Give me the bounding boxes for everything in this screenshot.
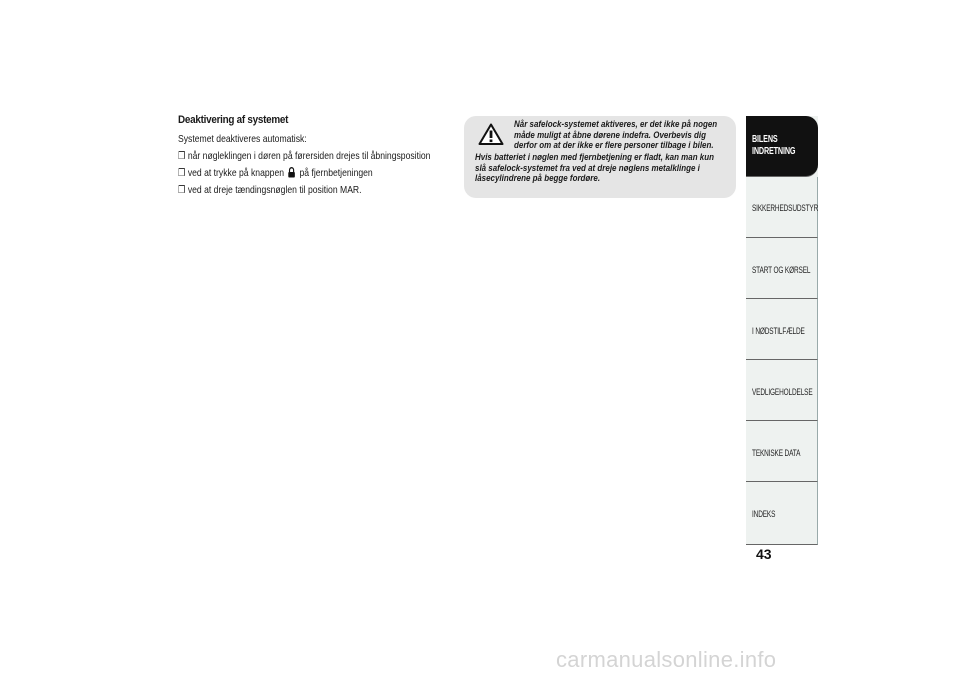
list-item xyxy=(178,148,431,165)
bullet-text: når nøgleklingen i døren på førersiden drejes til åbningsposition xyxy=(187,150,431,162)
warning-line: derfor om at der ikke er flere personer tilbage i bilen. xyxy=(514,140,714,151)
warning-line: Hvis batteriet i nøglen med fjernbetjening er fladt, kan man kun xyxy=(475,152,715,163)
list-item xyxy=(178,182,404,199)
bullet-mark: ❒ xyxy=(178,151,186,162)
tab-bilens-indretning[interactable] xyxy=(746,116,818,177)
tab-label: TEKNISKE DATA xyxy=(752,448,801,458)
chapter-tabs xyxy=(746,116,818,545)
warning-line: slå safelock-systemet fra ved at dreje nøglens metalklinge i xyxy=(475,162,700,174)
tab-start-og-korsel[interactable] xyxy=(746,238,818,299)
lock-icon xyxy=(288,167,295,178)
bullet-mark: ❒ xyxy=(178,185,186,196)
bullet-text: på fjernbetjeningen xyxy=(299,167,373,179)
tab-indeks[interactable] xyxy=(746,482,818,545)
tab-label-line: INDRETNING xyxy=(752,146,796,157)
tab-label: START OG KØRSEL xyxy=(752,265,811,275)
warning-triangle-icon xyxy=(478,123,504,145)
tab-label xyxy=(752,134,795,158)
warning-text-lead xyxy=(514,120,717,152)
tab-tekniske-data[interactable] xyxy=(746,421,818,482)
tab-label: I NØDSTILFÆLDE xyxy=(752,326,805,336)
section-title: Deaktivering af systemet xyxy=(178,114,289,126)
bullet-mark: ❒ xyxy=(178,168,186,179)
list-item xyxy=(178,165,404,182)
tab-label-line: BILENS xyxy=(752,134,778,145)
section-intro: Systemet deaktiveres automatisk: xyxy=(178,133,307,145)
warning-line: Når safelock-systemet aktiveres, er det ikke på nogen xyxy=(514,119,718,130)
bullet-text: ved at dreje tændingsnøglen til position MAR. xyxy=(187,184,362,196)
warning-line: låsecylindrene på begge fordøre. xyxy=(475,173,601,184)
tab-label: SIKKERHEDSUDSTYR xyxy=(752,203,819,213)
bullet-text: ved at trykke på knappen xyxy=(187,167,285,179)
warning-text-rest xyxy=(475,153,714,185)
page-number: 43 xyxy=(756,546,772,562)
section-deactivation xyxy=(178,114,453,199)
tab-i-nodstilfaelde[interactable] xyxy=(746,299,818,360)
tab-vedligeholdelse[interactable] xyxy=(746,360,818,421)
bullet-list xyxy=(178,148,453,199)
watermark: carmanualsonline.info xyxy=(556,647,777,672)
tab-label: INDEKS xyxy=(752,509,776,519)
warning-line: måde muligt at åbne dørene indefra. Overbevis dig xyxy=(514,129,707,141)
tab-sikkerhedsudstyr[interactable] xyxy=(746,177,818,238)
tab-label: VEDLIGEHOLDELSE xyxy=(752,387,813,397)
